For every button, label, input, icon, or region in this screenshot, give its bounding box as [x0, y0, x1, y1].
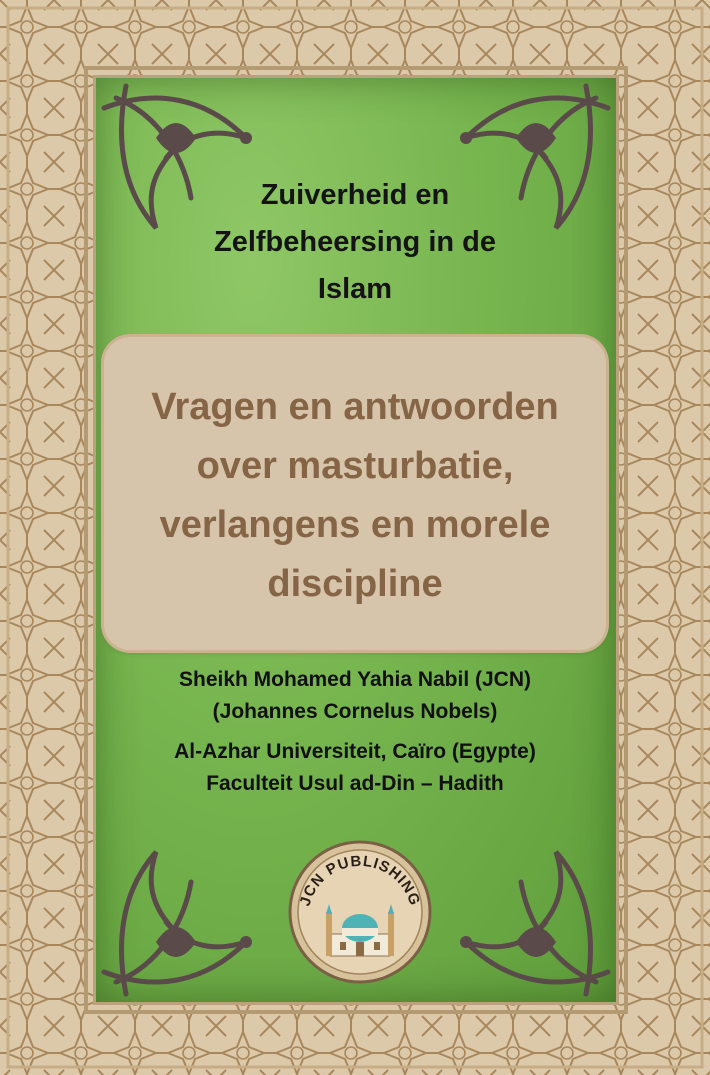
title-line: over masturbatie, [196, 445, 514, 487]
subtitle-line: Zuiverheid en [260, 179, 450, 211]
subtitle-line: Zelfbeheersing in de [214, 226, 496, 258]
cover-subtitle [110, 172, 600, 313]
cover-title [104, 378, 606, 614]
title-line: discipline [267, 563, 443, 605]
publisher-seal [286, 838, 434, 986]
author-name: Sheikh Mohamed Yahia Nabil (JCN) [178, 668, 532, 691]
affiliation-university: Al-Azhar Universiteit, Caïro (Egypte) [174, 740, 536, 763]
title-line: verlangens en morele [159, 504, 551, 546]
publisher-name: JCN PUBLISHING [296, 852, 424, 909]
affiliation-faculty: Faculteit Usul ad-Din – Hadith [206, 772, 504, 795]
author-alias: (Johannes Cornelus Nobels) [212, 700, 498, 723]
title-line: Vragen en antwoorden [151, 386, 559, 428]
subtitle-line: Islam [317, 273, 393, 305]
author-block [110, 664, 600, 800]
